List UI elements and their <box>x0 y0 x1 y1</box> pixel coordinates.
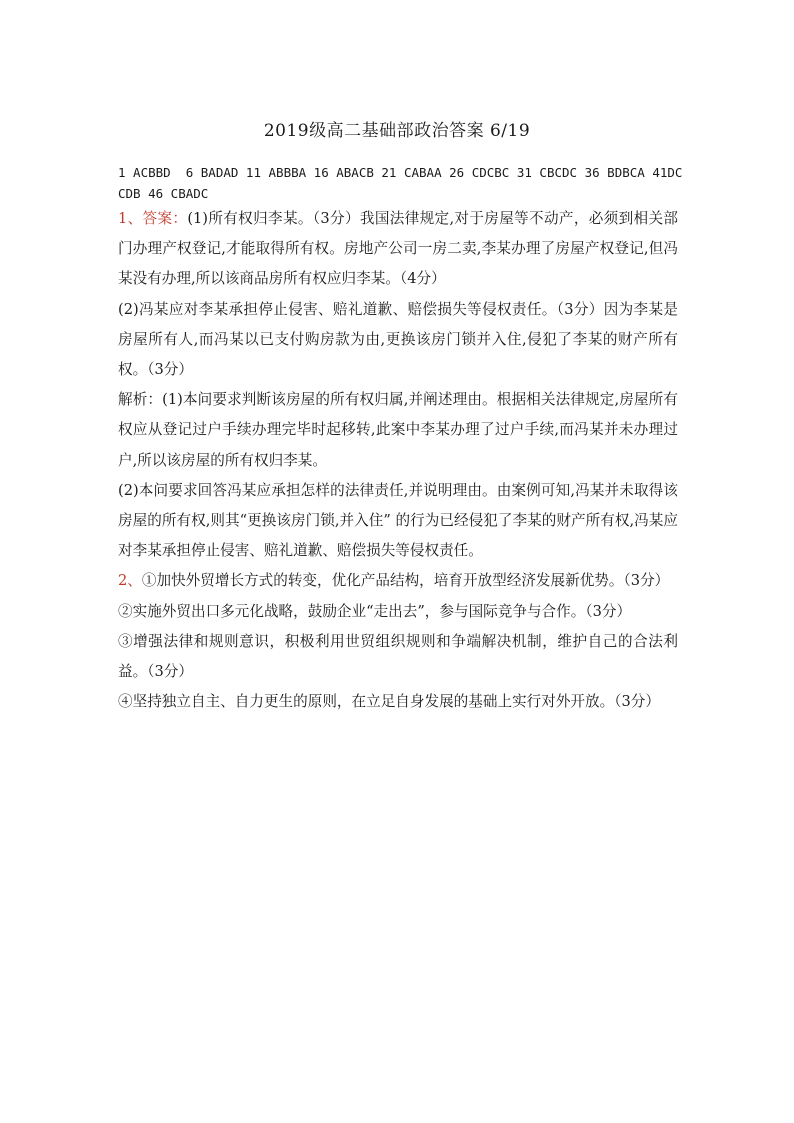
q1-label: 1、答案： <box>118 210 188 227</box>
q1-answer-part2: (2)冯某应对李某承担停止侵害、赔礼道歉、赔偿损失等侵权责任。（3分）因为李某是房屋所有人,而冯某以已支付购房款为由,更换该房门锁并入住,侵犯了李某的财产所有权。（3分） <box>118 300 678 379</box>
q2-point-4: ④坚持独立自主、自力更生的原则，在立足自身发展的基础上实行对外开放。（3分） <box>118 693 660 711</box>
answer-body <box>118 204 678 717</box>
q1-analysis-part1: 解析：(1)本问要求判断该房屋的所有权归属,并阐述理由。根据相关法律规定,房屋所有权应从登记过户手续办理完毕时起移转,此案中李某办理了过户手续,而冯某并未办理过户,所以该房屋的所有权归李某。 <box>118 391 678 469</box>
q1-paragraph-1 <box>118 204 678 295</box>
answer-key: 1 ACBBD 6 BADAD 11 ABBBA 16 ABACB 21 CABAA 26 CDCBC 31 CBCDC 36 BDBCA 41DCCDB 46 CBADC <box>118 165 683 201</box>
q2-label: 2、 <box>118 572 142 590</box>
q2-point-3: ③增强法律和规则意识，积极利用世贸组织规则和争端解决机制，维护自己的合法利益。（3分） <box>118 632 678 681</box>
q1-analysis-part2: (2)本问要求回答冯某应承担怎样的法律责任,并说明理由。由案例可知,冯某并未取得该房屋的所有权,则其“更换该房门锁,并入住” 的行为已经侵犯了李某的财产所有权,冯某应对李某承担停止侵害、赔礼道歉、赔偿损失等侵权责任。 <box>118 481 678 560</box>
q2-point-1: ①加快外贸增长方式的转变，优化产品结构，培育开放型经济发展新优势。（3分） <box>141 572 670 590</box>
page-title: 2019级高二基础部政治答案 6/19 <box>263 121 531 141</box>
q2-paragraph-1 <box>118 566 678 596</box>
q2-point-2: ②实施外贸出口多元化战略，鼓励企业“走出去”，参与国际竞争与合作。（3分） <box>118 602 632 620</box>
q1-answer-part1: (1)所有权归李某。（3分）我国法律规定,对于房屋等不动产，必须到相关部门办理产权登记,才能取得所有权。房地产公司一房二卖,李某办理了房屋产权登记,但冯某没有办理,所以该商品房所有权应归李某。（4分） <box>118 210 678 288</box>
